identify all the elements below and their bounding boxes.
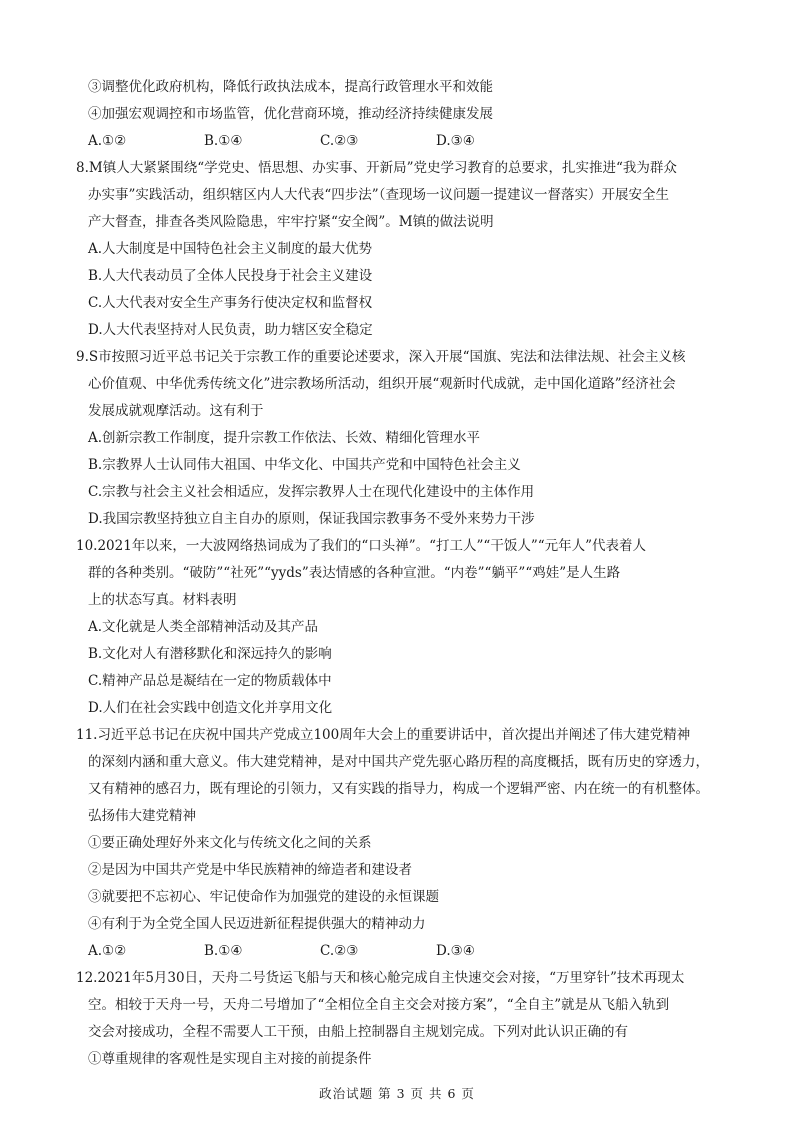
question-8-stem-line-3: 产大督查，排查各类风险隐患，牢牢拧紧“安全阀”。M镇的做法说明 bbox=[88, 214, 494, 230]
question-9-stem-line-1: 9.S市按照习近平总书记关于宗教工作的重要论述要求，深入开展“国旗、宪法和法律法规、社会主义核 bbox=[76, 349, 686, 365]
statement-3: ③就要把不忘初心、牢记使命作为加强党的建设的永恒课题 bbox=[88, 889, 439, 905]
option-d: D.人大代表坚持对人民负责，助力辖区安全稳定 bbox=[88, 322, 373, 338]
question-11-stem-line-1: 11.习近平总书记在庆祝中国共产党成立100周年大会上的重要讲话中，首次提出并阐述了伟大建党精神 bbox=[76, 727, 691, 743]
question-10-stem-line-3: 上的状态写真。材料表明 bbox=[88, 592, 237, 608]
option-d: D.我国宗教坚持独立自主自办的原则，保证我国宗教事务不受外来势力干涉 bbox=[88, 511, 535, 527]
answer-combos bbox=[76, 128, 732, 155]
statement-2: ②是因为中国共产党是中华民族精神的缔造者和建设者 bbox=[88, 862, 412, 878]
question-9-stem-line-2: 心价值观、中华优秀传统文化”进宗教场所活动，组织开展“观新时代成就，走中国化道路”经济社会 bbox=[88, 376, 676, 392]
question-11 bbox=[76, 722, 732, 965]
question-12-stem-line-1: 12.2021年5月30日，天舟二号货运飞船与天和核心舱完成自主快速交会对接，“万里穿针”技术再现太 bbox=[76, 970, 685, 986]
option-a: A.文化就是人类全部精神活动及其产品 bbox=[88, 619, 319, 635]
page-footer: 政治试题 第 3 页 共 6 页 bbox=[319, 1086, 475, 1101]
combo-b: B.①④ bbox=[204, 943, 243, 959]
question-11-stem-line-2: 的深刻内涵和重大意义。伟大建党精神，是对中国共产党先驱心路历程的高度概括，既有历史的穿透力， bbox=[88, 754, 709, 770]
option-a: A.创新宗教工作制度，提升宗教工作依法、长效、精细化管理水平 bbox=[88, 430, 481, 446]
exam-content bbox=[76, 74, 732, 1073]
option-b: B.人大代表动员了全体人民投身于社会主义建设 bbox=[88, 268, 373, 284]
combo-d: D.③④ bbox=[436, 133, 475, 149]
question-10 bbox=[76, 533, 732, 722]
question-9 bbox=[76, 344, 732, 533]
statement-1: ①尊重规律的客观性是实现自主对接的前提条件 bbox=[88, 1051, 372, 1067]
option-b: B.文化对人有潜移默化和深远持久的影响 bbox=[88, 646, 332, 662]
option-c: C.宗教与社会主义社会相适应，发挥宗教界人士在现代化建设中的主体作用 bbox=[88, 484, 535, 500]
combo-d: D.③④ bbox=[436, 943, 475, 959]
combo-b: B.①④ bbox=[204, 133, 243, 149]
option-c: C.人大代表对安全生产事务行使决定权和监督权 bbox=[88, 295, 373, 311]
combo-c: C.②③ bbox=[320, 943, 359, 959]
option-b: B.宗教界人士认同伟大祖国、中华文化、中国共产党和中国特色社会主义 bbox=[88, 457, 521, 473]
statement-4: ④加强宏观调控和市场监管，优化营商环境，推动经济持续健康发展 bbox=[88, 106, 493, 122]
option-d: D.人们在社会实践中创造文化并享用文化 bbox=[88, 700, 333, 716]
question-11-stem-line-4: 弘扬伟大建党精神 bbox=[88, 808, 196, 824]
question-8-stem-line-1: 8.M镇人大紧紧围绕“学党史、悟思想、办实事、开新局”党史学习教育的总要求，扎实推进“我为群众 bbox=[76, 160, 677, 176]
question-12 bbox=[76, 965, 732, 1073]
question-12-stem-line-3: 交会对接成功，全程不需要人工干预，由船上控制器自主规划完成。下列对此认识正确的有 bbox=[88, 1024, 628, 1040]
question-10-stem-line-1: 10.2021年以来，一大波网络热词成为了我们的“口头禅”。“打工人”“干饭人”“元年人”代表着人 bbox=[76, 538, 647, 554]
combo-c: C.②③ bbox=[320, 133, 359, 149]
option-c: C.精神产品总是凝结在一定的物质载体中 bbox=[88, 673, 332, 689]
question-10-stem-line-2: 群的各种类别。“破防”“社死”“yyds”表达情感的各种宣泄。“内卷”“躺平”“鸡娃”是人生路 bbox=[88, 565, 621, 581]
question-8 bbox=[76, 155, 732, 344]
question-8-stem-line-2: 办实事”实践活动，组织辖区内人大代表“四步法”（查现场一议问题一提建议一督落实）开展安全生 bbox=[88, 187, 669, 203]
question-9-stem-line-3: 发展成就观摩活动。这有利于 bbox=[88, 403, 264, 419]
statement-4: ④有利于为全党全国人民迈进新征程提供强大的精神动力 bbox=[88, 916, 426, 932]
statement-3: ③调整优化政府机构，降低行政执法成本，提高行政管理水平和效能 bbox=[88, 79, 493, 95]
question-12-stem-line-2: 空。相较于天舟一号，天舟二号增加了“全相位全自主交会对接方案”，“全自主”就是从飞船入轨到 bbox=[88, 997, 670, 1013]
statement-1: ①要正确处理好外来文化与传统文化之间的关系 bbox=[88, 835, 372, 851]
question-7-continuation bbox=[76, 74, 732, 155]
option-a: A.人大制度是中国特色社会主义制度的最大优势 bbox=[88, 241, 373, 257]
question-11-stem-line-3: 又有精神的感召力，既有理论的引领力，又有实践的指导力，构成一个逻辑严密、内在统一的有机整体。 bbox=[88, 781, 709, 797]
combo-a: A.①② bbox=[88, 133, 127, 149]
combo-a: A.①② bbox=[88, 943, 127, 959]
answer-combos bbox=[76, 938, 732, 965]
